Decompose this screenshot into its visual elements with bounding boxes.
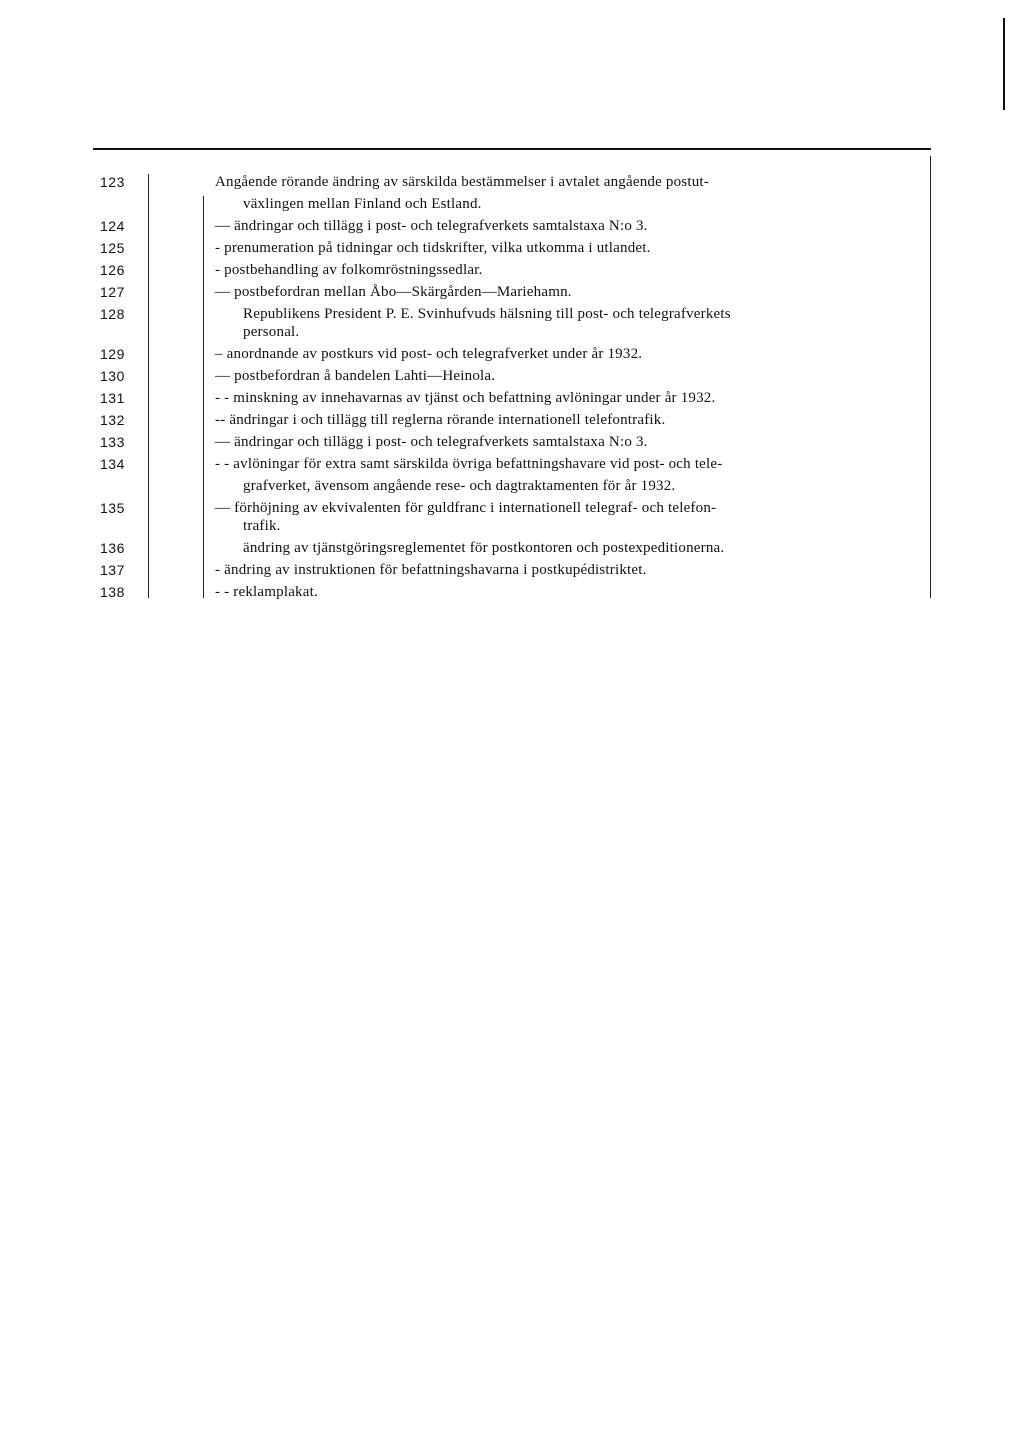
item-number: 138	[100, 584, 125, 600]
item-text: - ändring av instruktionen för befattningshavarna i postkupédistriktet.	[215, 562, 647, 578]
item-number: 126	[100, 262, 125, 278]
list-item	[0, 324, 1024, 348]
list-item	[0, 518, 1024, 542]
list-item	[0, 412, 1024, 436]
item-number: 129	[100, 346, 125, 362]
edge-line	[1003, 18, 1005, 110]
item-text: växlingen mellan Finland och Estland.	[243, 196, 482, 212]
item-text: — ändringar och tillägg i post- och telegrafverkets samtalstaxa N:o 3.	[215, 218, 648, 234]
list-item	[0, 562, 1024, 586]
item-text: — postbefordran mellan Åbo—Skärgården—Mariehamn.	[215, 284, 572, 300]
item-text: - - minskning av innehavarnas av tjänst och befattning avlöningar under år 1932.	[215, 390, 716, 406]
item-number: 130	[100, 368, 125, 384]
list-item	[0, 478, 1024, 502]
item-text: Angående rörande ändring av särskilda bestämmelser i avtalet angående postut-	[215, 174, 709, 190]
item-number: 134	[100, 456, 125, 472]
item-number: 135	[100, 500, 125, 516]
item-number: 131	[100, 390, 125, 406]
item-text: — ändringar och tillägg i post- och telegrafverkets samtalstaxa N:o 3.	[215, 434, 648, 450]
item-number: 136	[100, 540, 125, 556]
list-item	[0, 346, 1024, 370]
item-text: Republikens President P. E. Svinhufvuds hälsning till post- och telegrafverkets	[243, 306, 731, 322]
item-text: – anordnande av postkurs vid post- och telegrafverket under år 1932.	[215, 346, 643, 362]
list-item	[0, 218, 1024, 242]
item-text: grafverket, ävensom angående rese- och dagtraktamenten för år 1932.	[243, 478, 676, 494]
list-item	[0, 368, 1024, 392]
item-number: 127	[100, 284, 125, 300]
item-text: — postbefordran å bandelen Lahti—Heinola.	[215, 368, 496, 384]
list-item	[0, 262, 1024, 286]
list-item	[0, 584, 1024, 608]
list-item	[0, 540, 1024, 564]
item-text: ändring av tjänstgöringsreglementet för postkontoren och postexpeditionerna.	[243, 540, 725, 556]
item-text: — förhöjning av ekvivalenten för guldfranc i internationell telegraf- och telefon-	[215, 500, 717, 516]
item-number: 124	[100, 218, 125, 234]
item-number: 137	[100, 562, 125, 578]
top-rule	[93, 148, 931, 150]
item-number: 123	[100, 174, 125, 190]
item-text: - - avlöningar för extra samt särskilda övriga befattningshavare vid post- och tele-	[215, 456, 723, 472]
item-text: - - reklamplakat.	[215, 584, 318, 600]
list-item	[0, 174, 1024, 198]
item-text: - prenumeration på tidningar och tidskrifter, vilka utkomma i utlandet.	[215, 240, 651, 256]
list-item	[0, 196, 1024, 220]
item-number: 125	[100, 240, 125, 256]
list-item	[0, 390, 1024, 414]
list-item	[0, 434, 1024, 458]
item-number: 132	[100, 412, 125, 428]
item-text: -- ändringar i och tillägg till reglerna rörande internationell telefontrafik.	[215, 412, 666, 428]
item-number: 133	[100, 434, 125, 450]
item-number: 128	[100, 306, 125, 322]
item-text: trafik.	[243, 518, 281, 534]
item-text: - postbehandling av folkomröstningssedlar.	[215, 262, 483, 278]
list-item	[0, 240, 1024, 264]
list-item	[0, 284, 1024, 308]
list-item	[0, 456, 1024, 480]
item-text: personal.	[243, 324, 300, 340]
